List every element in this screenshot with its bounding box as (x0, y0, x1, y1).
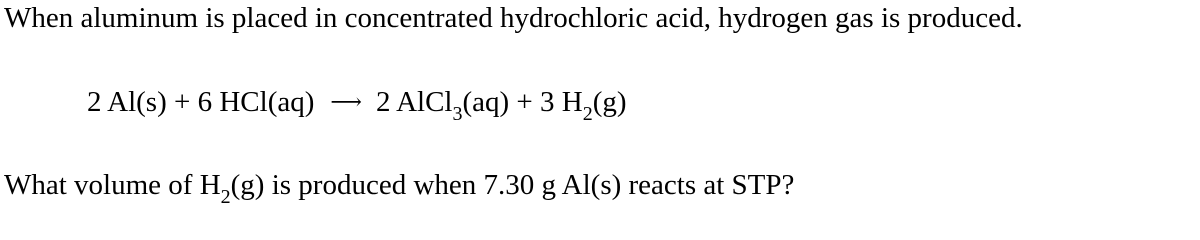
equation-reactants: 2 Al(s) + 6 HCl(aq) (87, 86, 315, 118)
subscript-2: 2 (582, 103, 593, 125)
question-suffix: (g) is produced when 7.30 g Al(s) reacts at STP? (230, 169, 795, 201)
question-prefix: What volume of H (4, 169, 221, 201)
equation-product-alcl: 2 AlCl (375, 86, 453, 118)
equation-h2-state: (g) (592, 86, 627, 118)
question-subscript-2: 2 (220, 186, 231, 208)
equation-product-state: (aq) + 3 H (462, 86, 583, 118)
intro-statement: When aluminum is placed in concentrated hydrochloric acid, hydrogen gas is produced. (4, 2, 1023, 34)
reaction-arrow: ⟶ (330, 89, 362, 114)
chemical-equation (87, 86, 627, 125)
subscript-3: 3 (452, 103, 463, 125)
question-text (4, 169, 795, 208)
